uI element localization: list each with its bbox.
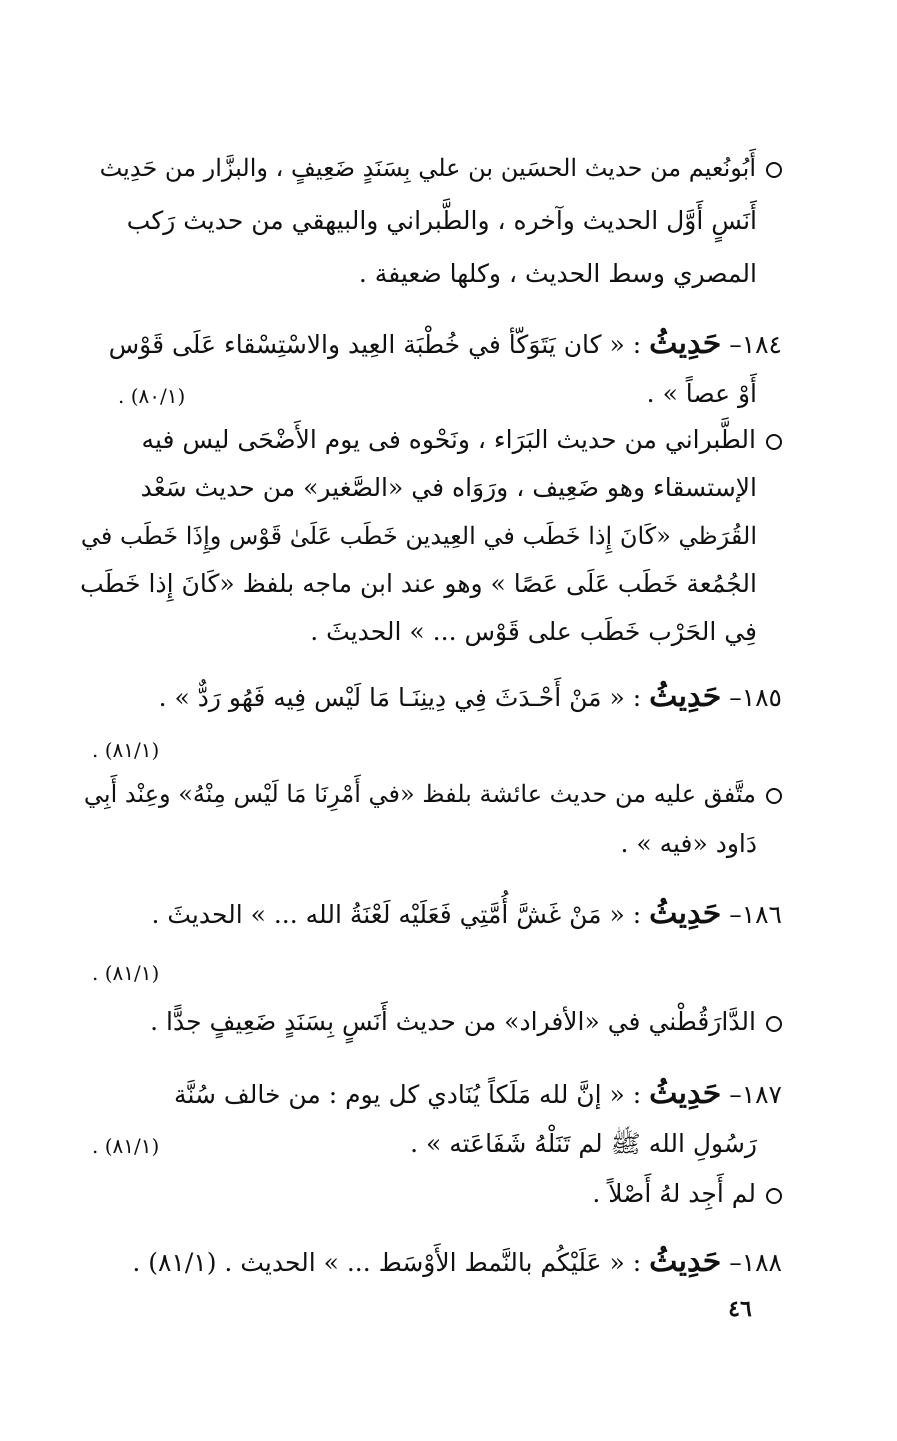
hadith-label: حَدِيثُ (649, 1244, 722, 1279)
hadith-label: حَدِيثُ (649, 1076, 722, 1111)
hadith-number: ١٨٧ (741, 1080, 782, 1109)
hadith-184-comment-3: القُرَظي «كَانَ إِذا خَطَب في العِيدين خَطَب عَلَىٰ قَوْس وإِذَا خَطَب في (80, 522, 757, 550)
hadith-label: حَدِيثُ (649, 679, 722, 714)
circle-bullet-icon (766, 1016, 782, 1032)
hadith-186-ref: (٨١/١) . (92, 961, 160, 985)
intro-line-3: المصري وسط الحديث ، وكلها ضعيفة . (358, 259, 757, 288)
hadith-187-ref: (٨١/١) . (92, 1134, 160, 1158)
hadith-number: ١٨٤ (741, 330, 782, 359)
hadith-number: ١٨٨ (741, 1248, 782, 1277)
hadith-185-ref: (٨١/١) . (92, 738, 160, 762)
hadith-184-comment-5: فِي الحَرْب خَطَب على قَوْس ... » الحديثَ . (310, 617, 757, 646)
hadith-label: حَدِيثُ (649, 326, 722, 361)
page-number: ٤٦ (728, 1296, 752, 1322)
hadith-184-comment-4: الجُمُعة خَطَب عَلَى عَصًا » وهو عند ابن ماجه بلفظ «كَانَ إِذا خَطَب (80, 569, 757, 598)
circle-bullet-icon (766, 434, 782, 450)
hadith-184-comment-2: الإستسقاء وهو ضَعِيف ، ورَوَاه في «الصَّغير» من حديث سَعْد (140, 473, 757, 502)
hadith-184-comment-1: الطَّبراني من حديث البَرَاء ، ونَحْوه فى يوم الأَضْحَى ليس فيه (142, 422, 782, 458)
hadith-number: ١٨٥ (741, 683, 782, 712)
hadith-184-ref: (٨٠/١) . (118, 384, 186, 408)
intro-line-1: أَبُونُعيم من حديث الحسَين بن علي بِسَنَدٍ ضَعِيفٍ ، والبزَّار من حَدِيث (100, 150, 782, 186)
hadith-186-comment-1: الدَّارَقُطْني في «الأفراد» من حديث أَنَسٍ بِسَنَدٍ ضَعِيفٍ جدًّا . (150, 1004, 782, 1040)
circle-bullet-icon (766, 162, 782, 178)
hadith-185-comment-1: متَّفق عليه من حديث عائشة بلفظ «في أَمْرِنَا مَا لَيْس مِنْهُ» وعِنْد أَبِي (84, 776, 782, 812)
hadith-label: حَدِيثُ (649, 896, 722, 931)
hadith-186-heading: ١٨٦– حَدِيثُ : « مَنْ غَشَّ أُمَّتِي فَعَلَيْه لَعْنَةُ الله ... » الحديثَ . (151, 896, 782, 931)
hadith-184-heading: ١٨٤– حَدِيثُ : « كان يَتَوَكّأ في خُطْبَة العِيد والاسْتِسْقاء عَلَى قَوْس (108, 326, 782, 361)
hadith-187-heading: ١٨٧– حَدِيثُ : « إنَّ لله مَلَكاً يُنَادي كل يوم : من خالف سُنَّة (174, 1076, 782, 1111)
hadith-185-comment-2: دَاود «فيه » . (620, 829, 757, 858)
circle-bullet-icon (766, 788, 782, 804)
hadith-184-line-2: أَوْ عصاً » . (646, 379, 757, 408)
hadith-188-heading: ١٨٨– حَدِيثُ : « عَلَيْكُم بالنَّمط الأَوْسَط ... » الحديث . (٨١/١) . (132, 1244, 782, 1279)
intro-line-2: أَنَسٍ أَوَّل الحديث وآخره ، والطَّبراني والبيهقي من حديث رَكب (126, 206, 757, 235)
hadith-187-line-2: رَسُولِ الله ﷺ لم تَنَلْهُ شَفَاعَته » . (410, 1129, 757, 1158)
hadith-number: ١٨٦ (741, 900, 782, 929)
hadith-185-heading: ١٨٥– حَدِيثُ : « مَنْ أَحْـدَثَ فِي دِينِنَـا مَا لَيْس فِيه فَهُو رَدٌّ » . (158, 679, 782, 714)
circle-bullet-icon (766, 1188, 782, 1204)
hadith-187-comment-1: لم أَجِد لهُ أَصْلاً . (592, 1176, 782, 1212)
